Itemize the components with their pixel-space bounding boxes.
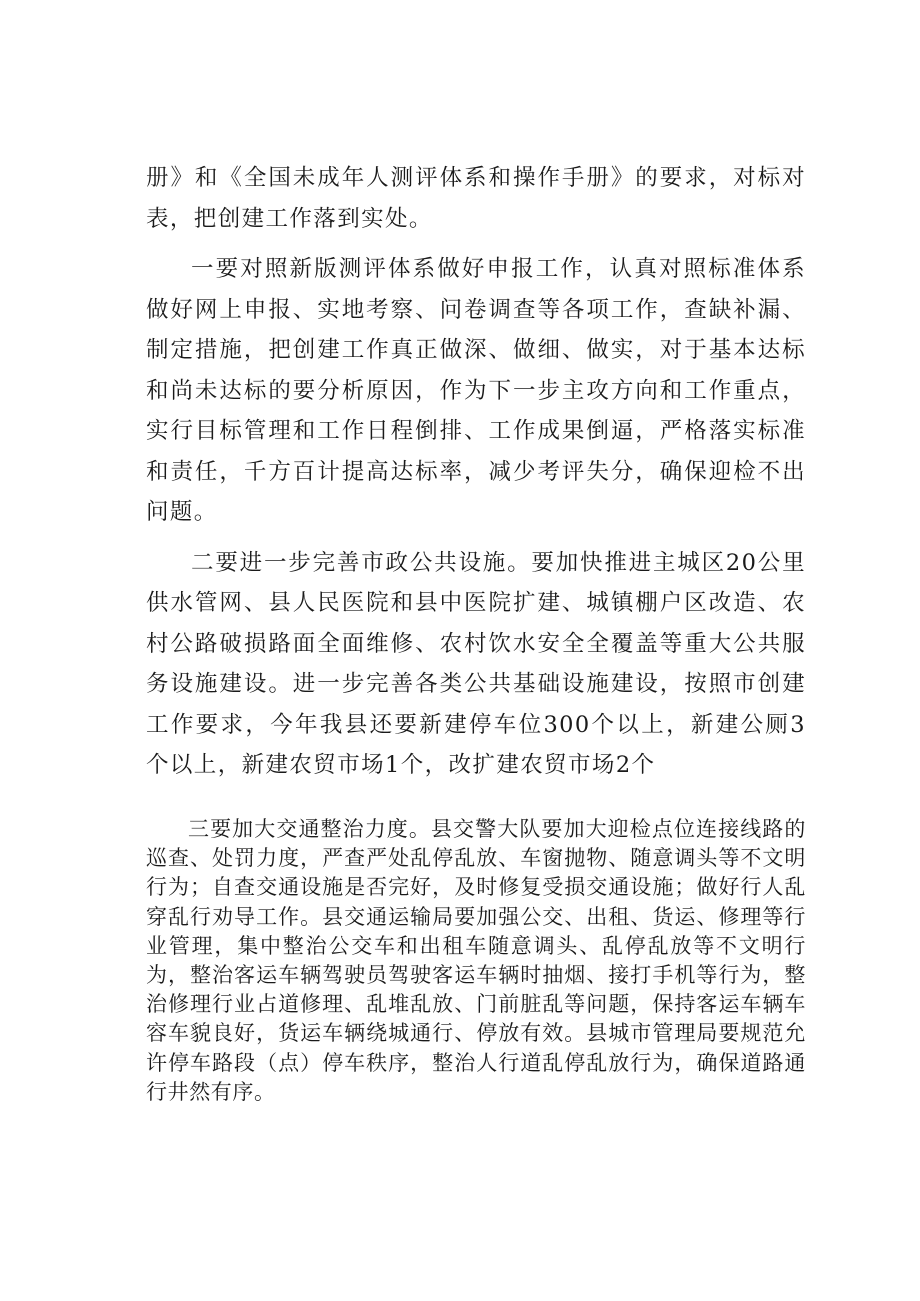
upper-text-block — [146, 158, 806, 786]
lower-text-block — [146, 815, 806, 1107]
paragraph-item-one: 一要对照新版测评体系做好申报工作，认真对照标准体系做好网上申报、实地考察、问卷调查等各项工作，查缺补漏、制定措施，把创建工作真正做深、做细、做实，对于基本达标和尚未达标的要分析原因，作为下一步主攻方向和工作重点，实行目标管理和工作日程倒排、工作成果倒逼，严格落实标准和责任，千方百计提高达标率，减少考评失分，确保迎检不出问题。 — [146, 256, 806, 525]
paragraph-item-three: 三要加大交通整治力度。县交警大队要加大迎检点位连接线路的巡查、处罚力度，严查严处乱停乱放、车窗抛物、随意调头等不文明行为；自查交通设施是否完好，及时修复受损交通设施；做好行人乱穿乱行劝导工作。县交通运输局要加强公交、出租、货运、修理等行业管理，集中整治公交车和出租车随意调头、乱停乱放等不文明行为，整治客运车辆驾驶员驾驶客运车辆时抽烟、接打手机等行为，整治修理行业占道修理、乱堆乱放、门前脏乱等问题，保持客运车辆车容车貌良好，货运车辆绕城通行、停放有效。县城市管理局要规范允许停车路段（点）停车秩序，整治人行道乱停乱放行为，确保道路通行井然有序。 — [146, 817, 806, 1104]
paragraph-item-two: 二要进一步完善市政公共设施。要加快推进主城区20公里供水管网、县人民医院和县中医院扩建、城镇棚户区改造、农村公路破损路面全面维修、农村饮水安全全覆盖等重大公共服务设施建设。进一步完善各类公共基础设施建设，按照市创建工作要求，今年我县还要新建停车位300个以上，新建公厕3个以上，新建农贸市场1个，改扩建农贸市场2个 — [146, 549, 806, 778]
paragraph-continuation: 册》和《全国未成年人测评体系和操作手册》的要求，对标对表，把创建工作落到实处。 — [146, 165, 806, 232]
